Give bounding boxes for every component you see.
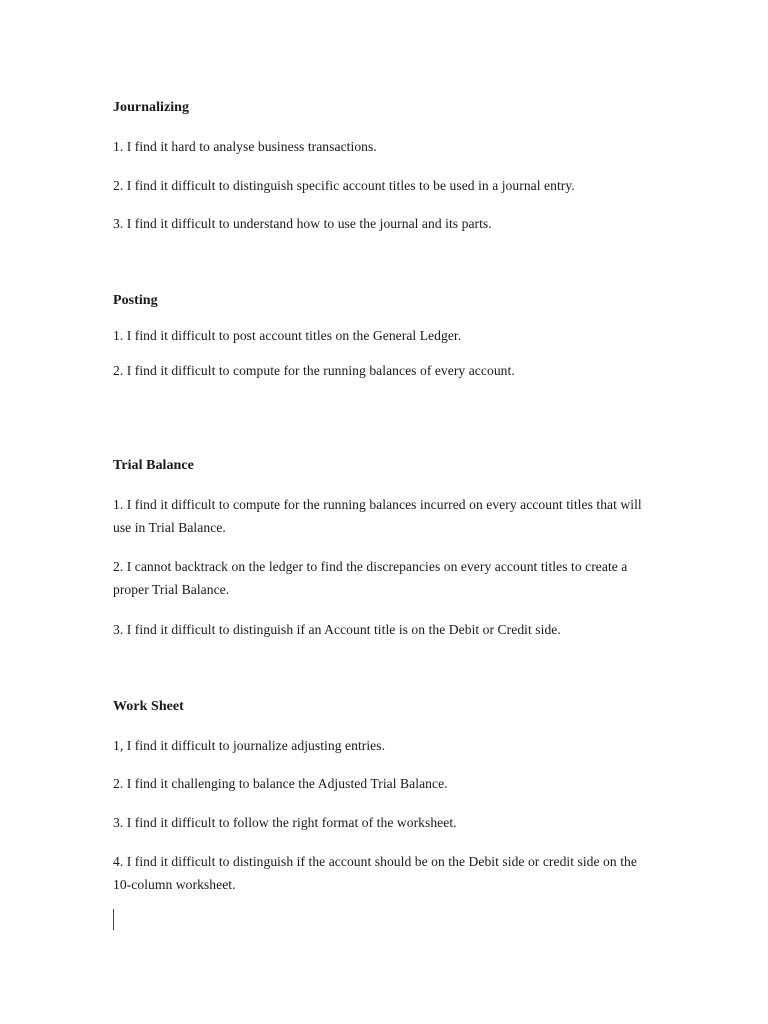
posting-item-1: 1. I find it difficult to post account titles on the General Ledger. <box>113 328 462 343</box>
trial-balance-item-3: 3. I find it difficult to distinguish if an Account title is on the Debit or Credit side. <box>113 622 561 637</box>
text-cursor[interactable] <box>113 909 114 930</box>
work-sheet-item-1: 1, I find it difficult to journalize adjusting entries. <box>113 738 386 753</box>
work-sheet-item-4: 4. I find it difficult to distinguish if the account should be on the Debit side or credit side on the 10-column worksheet. <box>113 854 637 892</box>
journalizing-item-3: 3. I find it difficult to understand how to use the journal and its parts. <box>113 216 492 231</box>
heading-journalizing: Journalizing <box>113 100 190 115</box>
work-sheet-item-2: 2. I find it challenging to balance the Adjusted Trial Balance. <box>113 776 448 791</box>
posting-item-2: 2. I find it difficult to compute for the running balances of every account. <box>113 363 515 378</box>
heading-work-sheet: Work Sheet <box>113 699 184 714</box>
heading-trial-balance: Trial Balance <box>113 458 194 473</box>
trial-balance-item-1: 1. I find it difficult to compute for the running balances incurred on every account titles that will use in Trial Balance. <box>113 497 642 535</box>
journalizing-item-1: 1. I find it hard to analyse business transactions. <box>113 139 377 154</box>
work-sheet-item-3: 3. I find it difficult to follow the right format of the worksheet. <box>113 815 457 830</box>
trial-balance-item-2: 2. I cannot backtrack on the ledger to find the discrepancies on every account titles to create a proper Trial Balance. <box>113 559 628 597</box>
heading-posting: Posting <box>113 293 158 308</box>
journalizing-item-2: 2. I find it difficult to distinguish specific account titles to be used in a journal entry. <box>113 178 575 193</box>
